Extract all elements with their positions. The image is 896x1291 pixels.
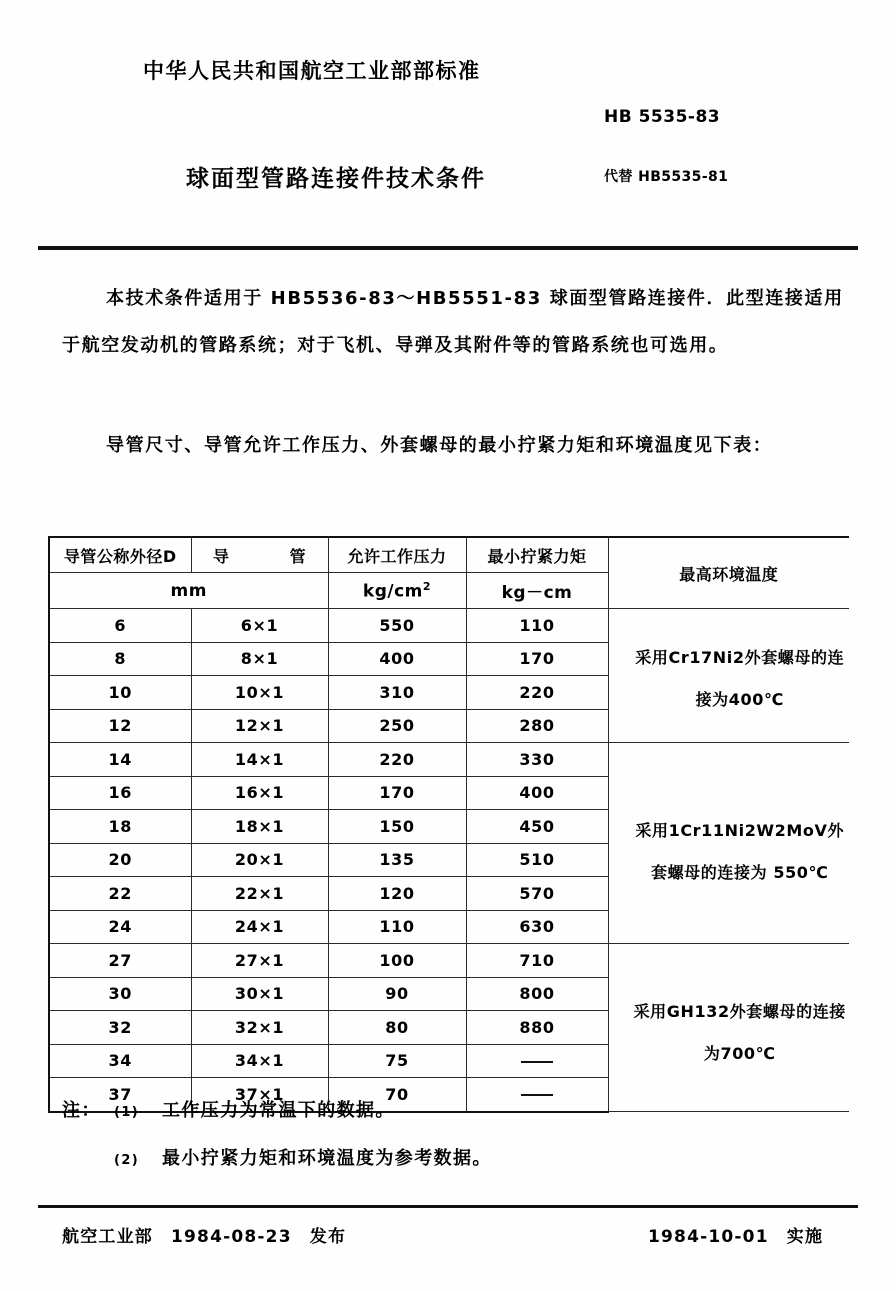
unit-torque: kg－cm xyxy=(466,573,608,609)
header-torque: 最小拧紧力矩 xyxy=(466,537,608,573)
table-row xyxy=(49,743,849,777)
footer-effective xyxy=(648,1222,823,1247)
cell-diameter: 32 xyxy=(49,1011,191,1045)
cell-tube: 34×1 xyxy=(191,1044,328,1078)
cell-diameter: 18 xyxy=(49,810,191,844)
header-divider xyxy=(38,246,858,250)
cell-temperature-note: 采用1Cr11Ni2W2MoV外套螺母的连接为 550℃ xyxy=(608,743,849,944)
cell-pressure: 400 xyxy=(328,642,466,676)
cell-tube: 8×1 xyxy=(191,642,328,676)
footer-effective-action: 实施 xyxy=(786,1227,824,1247)
cell-torque: 710 xyxy=(466,944,608,978)
cell-diameter: 22 xyxy=(49,877,191,911)
cell-diameter: 12 xyxy=(49,709,191,743)
footer-issuer: 航空工业部 xyxy=(62,1227,153,1247)
table-row xyxy=(49,944,849,978)
unit-pressure xyxy=(328,573,466,609)
cell-pressure: 310 xyxy=(328,676,466,710)
header-tube-b: 管 xyxy=(289,546,307,566)
cell-diameter: 20 xyxy=(49,843,191,877)
unit-pressure-base: kg/cm xyxy=(362,581,423,602)
footer-divider xyxy=(38,1205,858,1208)
cell-diameter: 30 xyxy=(49,977,191,1011)
specification-table-wrapper xyxy=(48,536,848,1113)
cell-pressure: 120 xyxy=(328,877,466,911)
cell-pressure: 80 xyxy=(328,1011,466,1045)
footer-issue-date: 1984-08-23 xyxy=(171,1227,292,1247)
unit-pressure-exponent: 2 xyxy=(422,579,432,593)
cell-temperature-note: 采用Cr17Ni2外套螺母的连接为400℃ xyxy=(608,609,849,743)
cell-diameter: 16 xyxy=(49,776,191,810)
replaces-standard: 代替 HB5535-81 xyxy=(604,169,729,185)
note-number: (1) xyxy=(114,1105,140,1120)
cell-diameter: 14 xyxy=(49,743,191,777)
cell-tube: 10×1 xyxy=(191,676,328,710)
header-diameter: 导管公称外径D xyxy=(49,537,191,573)
scope-paragraph: 本技术条件适用于 HB5536-83～HB5551-83 球面型管路连接件．此型连接适用于航空发动机的管路系统；对于飞机、导弹及其附件等的管路系统也可选用。 xyxy=(62,288,844,356)
cell-diameter: 6 xyxy=(49,609,191,643)
unit-length: mm xyxy=(49,573,328,609)
cell-diameter: 24 xyxy=(49,910,191,944)
header-temperature: 最高环境温度 xyxy=(608,537,849,609)
cell-tube: 18×1 xyxy=(191,810,328,844)
table-row xyxy=(49,609,849,643)
note-item xyxy=(62,1096,852,1122)
header-pressure: 允许工作压力 xyxy=(328,537,466,573)
cell-pressure: 220 xyxy=(328,743,466,777)
cell-diameter: 34 xyxy=(49,1044,191,1078)
cell-pressure: 250 xyxy=(328,709,466,743)
cell-diameter: 10 xyxy=(49,676,191,710)
cell-torque: 880 xyxy=(466,1011,608,1045)
footer-effective-date: 1984-10-01 xyxy=(648,1227,769,1247)
specification-table xyxy=(48,536,849,1113)
empty-value-dash xyxy=(521,1061,553,1063)
cell-pressure: 110 xyxy=(328,910,466,944)
cell-pressure: 70 xyxy=(328,1078,466,1112)
cell-torque: 510 xyxy=(466,843,608,877)
cell-pressure: 170 xyxy=(328,776,466,810)
cell-tube: 12×1 xyxy=(191,709,328,743)
note-number: (2) xyxy=(114,1153,140,1168)
cell-pressure: 150 xyxy=(328,810,466,844)
cell-diameter: 27 xyxy=(49,944,191,978)
cell-torque: 630 xyxy=(466,910,608,944)
cell-tube: 16×1 xyxy=(191,776,328,810)
cell-torque: 280 xyxy=(466,709,608,743)
cell-tube: 27×1 xyxy=(191,944,328,978)
footer-issue-action: 发布 xyxy=(309,1227,347,1247)
table-body xyxy=(49,609,849,1112)
cell-tube: 6×1 xyxy=(191,609,328,643)
cell-pressure: 135 xyxy=(328,843,466,877)
cell-tube: 14×1 xyxy=(191,743,328,777)
table-header-row xyxy=(49,537,849,573)
cell-diameter: 8 xyxy=(49,642,191,676)
cell-tube: 22×1 xyxy=(191,877,328,911)
cell-pressure: 90 xyxy=(328,977,466,1011)
cell-tube: 30×1 xyxy=(191,977,328,1011)
issuing-organization: 中华人民共和国航空工业部部标准 xyxy=(143,59,481,83)
note-item xyxy=(62,1144,852,1170)
note-text: 最小拧紧力矩和环境温度为参考数据。 xyxy=(162,1148,492,1169)
cell-diameter: 37 xyxy=(49,1078,191,1112)
cell-torque: 330 xyxy=(466,743,608,777)
header-tube-a: 导 xyxy=(212,546,230,566)
cell-torque: 400 xyxy=(466,776,608,810)
cell-torque: 450 xyxy=(466,810,608,844)
cell-torque: 800 xyxy=(466,977,608,1011)
notes-lead-label: 注： xyxy=(62,1100,101,1121)
standard-number: HB 5535-83 xyxy=(604,107,721,127)
header-tube xyxy=(191,537,328,573)
page-title: 球面型管路连接件技术条件 xyxy=(186,166,486,192)
cell-tube: 37×1 xyxy=(191,1078,328,1112)
table-intro-paragraph: 导管尺寸、导管允许工作压力、外套螺母的最小拧紧力矩和环境温度见下表： xyxy=(106,435,773,456)
notes-block xyxy=(62,1096,852,1192)
cell-temperature-note: 采用GH132外套螺母的连接为700℃ xyxy=(608,944,849,1112)
cell-pressure: 550 xyxy=(328,609,466,643)
cell-torque: 110 xyxy=(466,609,608,643)
cell-pressure: 100 xyxy=(328,944,466,978)
cell-torque: 170 xyxy=(466,642,608,676)
cell-tube: 20×1 xyxy=(191,843,328,877)
cell-tube: 24×1 xyxy=(191,910,328,944)
note-text: 工作压力为常温下的数据。 xyxy=(162,1100,395,1121)
cell-tube: 32×1 xyxy=(191,1011,328,1045)
cell-torque-empty xyxy=(466,1044,608,1078)
footer-issue xyxy=(62,1222,346,1247)
cell-torque: 570 xyxy=(466,877,608,911)
cell-torque: 220 xyxy=(466,676,608,710)
cell-pressure: 75 xyxy=(328,1044,466,1078)
